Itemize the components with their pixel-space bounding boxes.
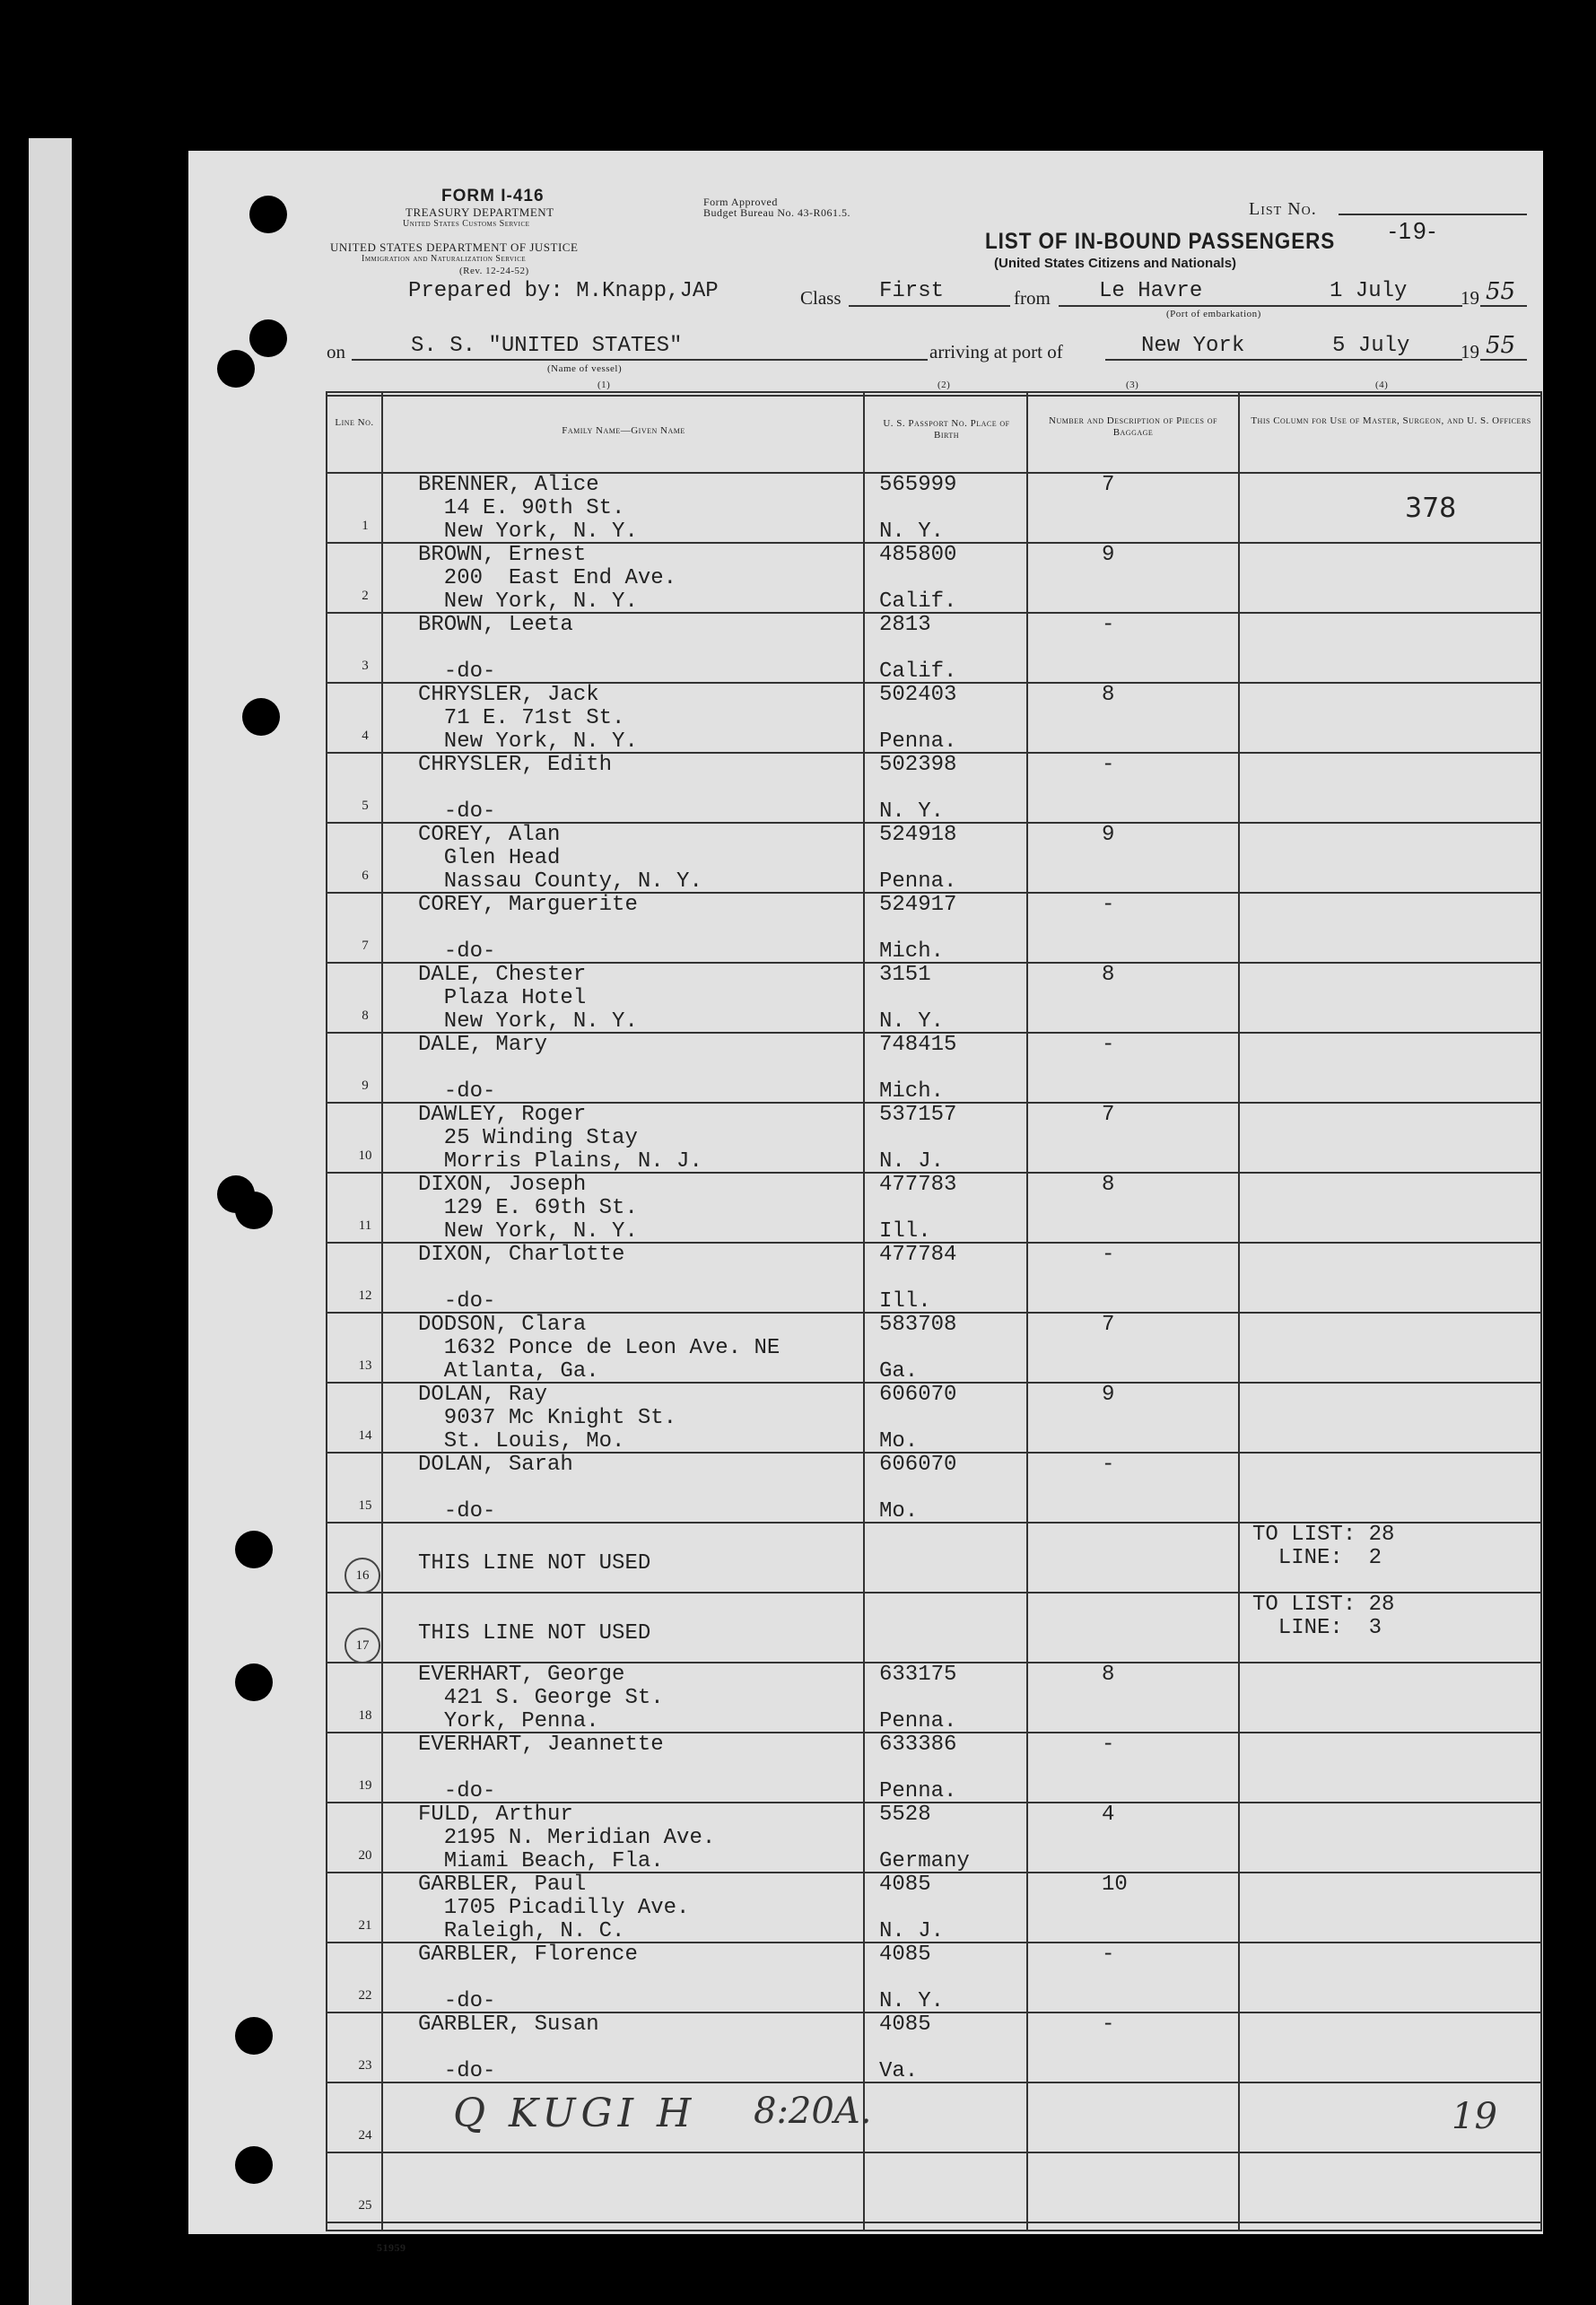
- list-no-value: -19-: [1389, 217, 1438, 244]
- line-number: 16: [344, 1558, 380, 1593]
- line-number: 1: [362, 519, 369, 533]
- passenger-city: Atlanta, Ga.: [418, 1359, 599, 1384]
- place-of-birth: Penna.: [879, 1709, 957, 1733]
- passenger-name: CHRYSLER, Jack: [418, 683, 599, 707]
- place-of-birth: N. Y.: [879, 1989, 945, 2013]
- officer-signature: Q KUGI H: [453, 2091, 697, 2136]
- treasury-dept: TREASURY DEPARTMENT: [406, 205, 554, 219]
- punch-hole: [235, 2017, 273, 2055]
- passport-number: 606070: [879, 1383, 957, 1407]
- place-of-birth: Mich.: [879, 939, 945, 964]
- passenger-name: GARBLER, Florence: [418, 1943, 638, 1967]
- passenger-address: 25 Winding Stay: [418, 1126, 638, 1150]
- baggage-count: 10: [1102, 1873, 1128, 1897]
- passport-number: 748415: [879, 1033, 957, 1057]
- col-num-4: (4): [1375, 380, 1389, 390]
- line-number: 12: [358, 1288, 372, 1303]
- passenger-name: DODSON, Clara: [418, 1313, 587, 1337]
- passport-number: 524917: [879, 893, 957, 917]
- on-label: on: [327, 341, 345, 362]
- passenger-city: York, Penna.: [418, 1709, 599, 1733]
- punch-hole: [235, 2146, 273, 2184]
- line-number: 7: [362, 939, 369, 953]
- page-mark: 19: [1452, 2096, 1497, 2137]
- customs-service: United States Customs Service: [403, 219, 530, 229]
- punch-hole: [235, 1663, 273, 1701]
- line-number: 11: [358, 1218, 372, 1233]
- form-title: LIST OF IN-BOUND PASSENGERS: [985, 229, 1336, 254]
- header-passport: U. S. Passport No. Place of Birth: [883, 418, 1010, 441]
- punch-hole: [249, 196, 287, 233]
- passport-number: 477784: [879, 1243, 957, 1267]
- place-of-birth: Ga.: [879, 1359, 919, 1384]
- passport-number: 537157: [879, 1103, 957, 1127]
- ins-service: Immigration and Naturalization Service: [362, 254, 527, 264]
- place-of-birth: Va.: [879, 2059, 919, 2083]
- passenger-city: New York, N. Y.: [418, 1219, 638, 1244]
- class-value: First: [879, 279, 945, 303]
- passenger-city: -do-: [418, 1499, 496, 1524]
- passport-number: 606070: [879, 1453, 957, 1477]
- place-of-birth: Germany: [879, 1849, 970, 1873]
- place-of-birth: Ill.: [879, 1289, 931, 1314]
- place-of-birth: N. J.: [879, 1149, 945, 1174]
- passenger-address: 2195 N. Meridian Ave.: [418, 1826, 716, 1850]
- passenger-name: DOLAN, Sarah: [418, 1453, 573, 1477]
- passenger-city: New York, N. Y.: [418, 589, 638, 614]
- passenger-address: 421 S. George St.: [418, 1686, 664, 1710]
- line-number: 13: [358, 1358, 372, 1373]
- punch-hole: [242, 698, 280, 736]
- passenger-city: St. Louis, Mo.: [418, 1429, 625, 1454]
- passenger-name: BROWN, Ernest: [418, 543, 587, 567]
- line-number: 19: [358, 1778, 372, 1793]
- passenger-city: -do-: [418, 1289, 496, 1314]
- baggage-count: -: [1102, 1943, 1115, 1967]
- baggage-count: -: [1102, 1453, 1115, 1477]
- passport-number: 502403: [879, 683, 957, 707]
- passenger-name: BROWN, Leeta: [418, 613, 573, 637]
- passenger-address: 1632 Ponce de Leon Ave. NE: [418, 1336, 781, 1360]
- baggage-count: 9: [1102, 1383, 1115, 1407]
- from-label: from: [1014, 287, 1051, 309]
- passenger-name: DIXON, Joseph: [418, 1173, 587, 1197]
- passenger-name: COREY, Marguerite: [418, 893, 638, 917]
- port-embarkation-caption: (Port of embarkation): [1166, 309, 1261, 319]
- line-number: 21: [358, 1918, 372, 1933]
- place-of-birth: N. Y.: [879, 519, 945, 544]
- passenger-address: 14 E. 90th St.: [418, 496, 625, 520]
- line-number: 3: [362, 659, 369, 673]
- passenger-address: THIS LINE NOT USED: [418, 1621, 651, 1646]
- passenger-name: COREY, Alan: [418, 823, 561, 847]
- passenger-name: DAWLEY, Roger: [418, 1103, 587, 1127]
- passport-number: 565999: [879, 473, 957, 497]
- passenger-city: Nassau County, N. Y.: [418, 869, 702, 894]
- baggage-count: -: [1102, 1733, 1115, 1757]
- passenger-name: CHRYSLER, Edith: [418, 753, 613, 777]
- passenger-name: GARBLER, Paul: [418, 1873, 587, 1897]
- baggage-count: 8: [1102, 1173, 1115, 1197]
- passenger-city: -do-: [418, 799, 496, 824]
- passenger-address: Glen Head: [418, 846, 561, 870]
- punch-hole: [249, 319, 287, 357]
- place-of-birth: N. Y.: [879, 1009, 945, 1034]
- officer-use: 378: [1405, 493, 1457, 524]
- passenger-name: DALE, Mary: [418, 1033, 548, 1057]
- passport-number: 2813: [879, 613, 931, 637]
- header-baggage: Number and Description of Pieces of Baggage: [1049, 415, 1217, 438]
- baggage-count: 9: [1102, 543, 1115, 567]
- line-number: 10: [358, 1148, 372, 1163]
- line-number: 20: [358, 1848, 372, 1863]
- passenger-name: BRENNER, Alice: [418, 473, 599, 497]
- col-num-2: (2): [938, 380, 951, 390]
- passenger-city: Raleigh, N. C.: [418, 1919, 625, 1943]
- passenger-address: 129 E. 69th St.: [418, 1196, 638, 1220]
- budget-bureau: Budget Bureau No. 43-R061.5.: [703, 206, 850, 219]
- passenger-address: THIS LINE NOT USED: [418, 1551, 651, 1576]
- line-number: 18: [358, 1708, 372, 1723]
- place-of-birth: Mo.: [879, 1499, 919, 1524]
- passenger-city: -do-: [418, 659, 496, 684]
- arrival-year: 55: [1486, 332, 1516, 359]
- passenger-name: DALE, Chester: [418, 963, 587, 987]
- place-of-birth: Ill.: [879, 1219, 931, 1244]
- header-line-no: Line No.: [335, 417, 374, 428]
- manifest-page: [188, 151, 1543, 2234]
- passport-number: 4085: [879, 2013, 931, 2037]
- passenger-city: New York, N. Y.: [418, 729, 638, 754]
- passport-number: 4085: [879, 1943, 931, 1967]
- class-label: Class: [800, 287, 842, 309]
- baggage-count: 4: [1102, 1803, 1115, 1827]
- passenger-name: DOLAN, Ray: [418, 1383, 548, 1407]
- depart-date: 1 July: [1330, 279, 1408, 303]
- punch-hole: [217, 350, 255, 388]
- arrival-port: New York: [1141, 334, 1245, 358]
- passenger-city: Morris Plains, N. J.: [418, 1149, 702, 1174]
- officer-use: TO LIST: 28 LINE: 3: [1252, 1593, 1395, 1640]
- line-number: 23: [358, 2058, 372, 2073]
- passenger-city: -do-: [418, 1079, 496, 1104]
- header-officers: This Column for Use of Master, Surgeon, and U. S. Officers: [1251, 415, 1531, 426]
- baggage-count: -: [1102, 613, 1115, 637]
- punch-hole: [235, 1192, 273, 1229]
- form-code: 51959: [377, 2241, 406, 2254]
- passenger-city: -do-: [418, 2059, 496, 2083]
- line-number: 5: [362, 799, 369, 813]
- arrival-year-prefix: 19: [1461, 341, 1479, 362]
- passenger-city: New York, N. Y.: [418, 1009, 638, 1034]
- line-number: 17: [344, 1628, 380, 1663]
- passenger-address: 71 E. 71st St.: [418, 706, 625, 730]
- place-of-birth: Mich.: [879, 1079, 945, 1104]
- passport-number: 633386: [879, 1733, 957, 1757]
- vessel-caption: (Name of vessel): [547, 363, 623, 374]
- baggage-count: 8: [1102, 1663, 1115, 1687]
- line-number: 4: [362, 729, 369, 743]
- place-of-birth: Penna.: [879, 1779, 957, 1803]
- baggage-count: -: [1102, 2013, 1115, 2037]
- arrival-date: 5 July: [1332, 334, 1410, 358]
- baggage-count: -: [1102, 753, 1115, 777]
- passport-number: 3151: [879, 963, 931, 987]
- baggage-count: -: [1102, 1033, 1115, 1057]
- line-number: 22: [358, 1988, 372, 2003]
- place-of-birth: Calif.: [879, 659, 957, 684]
- place-of-birth: Calif.: [879, 589, 957, 614]
- passport-number: 477783: [879, 1173, 957, 1197]
- revision-date: (Rev. 12-24-52): [459, 266, 529, 276]
- passport-number: 485800: [879, 543, 957, 567]
- passenger-name: FULD, Arthur: [418, 1803, 573, 1827]
- passport-number: 502398: [879, 753, 957, 777]
- form-subtitle: (United States Citizens and Nationals): [994, 256, 1237, 271]
- passenger-address: 200 East End Ave.: [418, 566, 677, 590]
- form-approved: Form Approved: [703, 196, 778, 208]
- line-number: 15: [358, 1498, 372, 1513]
- passport-number: 524918: [879, 823, 957, 847]
- passenger-name: DIXON, Charlotte: [418, 1243, 625, 1267]
- place-of-birth: Penna.: [879, 729, 957, 754]
- arrival-time-note: 8:20A.: [754, 2091, 872, 2132]
- passenger-city: -do-: [418, 939, 496, 964]
- passport-number: 4085: [879, 1873, 931, 1897]
- prepared-by: Prepared by: M.Knapp,JAP: [408, 279, 719, 303]
- vessel-name: S. S. "UNITED STATES": [411, 334, 683, 358]
- depart-year-prefix: 19: [1461, 287, 1479, 309]
- passenger-city: New York, N. Y.: [418, 519, 638, 544]
- list-no-label: List No.: [1249, 199, 1317, 219]
- line-number: 8: [362, 1008, 369, 1023]
- passenger-address: 9037 Mc Knight St.: [418, 1406, 677, 1430]
- passport-number: 633175: [879, 1663, 957, 1687]
- line-number: 2: [362, 589, 369, 603]
- officer-use: TO LIST: 28 LINE: 2: [1252, 1523, 1395, 1570]
- header-name: Family Name—Given Name: [562, 425, 685, 436]
- place-of-birth: N. Y.: [879, 799, 945, 824]
- arriving-label: arriving at port of: [929, 341, 1063, 362]
- baggage-count: -: [1102, 1243, 1115, 1267]
- line-number: 14: [358, 1428, 372, 1443]
- passenger-city: -do-: [418, 1989, 496, 2013]
- col-num-3: (3): [1126, 380, 1139, 390]
- line-number: 9: [362, 1078, 369, 1093]
- line-number: 6: [362, 869, 369, 883]
- film-edge-strip: [29, 138, 72, 2305]
- passenger-name: EVERHART, George: [418, 1663, 625, 1687]
- passport-number: 583708: [879, 1313, 957, 1337]
- baggage-count: 9: [1102, 823, 1115, 847]
- baggage-count: 7: [1102, 1313, 1115, 1337]
- depart-year: 55: [1486, 278, 1516, 305]
- place-of-birth: Penna.: [879, 869, 957, 894]
- passenger-name: GARBLER, Susan: [418, 2013, 599, 2037]
- baggage-count: 7: [1102, 1103, 1115, 1127]
- col-num-1: (1): [597, 380, 611, 390]
- passenger-city: Miami Beach, Fla.: [418, 1849, 664, 1873]
- baggage-count: 8: [1102, 683, 1115, 707]
- baggage-count: 8: [1102, 963, 1115, 987]
- line-number: 24: [358, 2128, 372, 2143]
- justice-dept: UNITED STATES DEPARTMENT OF JUSTICE: [330, 240, 579, 254]
- baggage-count: 7: [1102, 473, 1115, 497]
- passenger-city: -do-: [418, 1779, 496, 1803]
- passenger-address: 1705 Picadilly Ave.: [418, 1896, 690, 1920]
- passenger-name: EVERHART, Jeannette: [418, 1733, 664, 1757]
- passport-number: 5528: [879, 1803, 931, 1827]
- from-port: Le Havre: [1099, 279, 1203, 303]
- punch-hole: [235, 1531, 273, 1568]
- place-of-birth: Mo.: [879, 1429, 919, 1454]
- place-of-birth: N. J.: [879, 1919, 945, 1943]
- line-number: 25: [358, 2198, 372, 2213]
- baggage-count: -: [1102, 893, 1115, 917]
- form-number: FORM I-416: [441, 187, 545, 205]
- passenger-address: Plaza Hotel: [418, 986, 587, 1010]
